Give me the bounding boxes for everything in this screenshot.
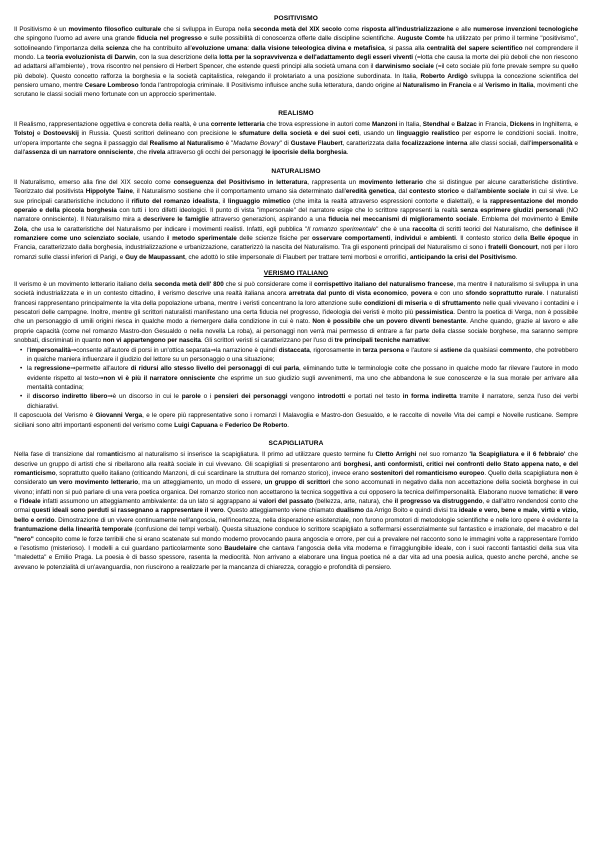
section-naturalismo [14, 167, 578, 262]
list-item: • il discorso indiretto libero⇒è un discorso in cui le parole o i pensieri dei personaggi vengono introdotti e portati nel testo in forma indiretta tramite il narratore, senza l'uso dei verbi dichiarativi. [20, 392, 578, 411]
section-title: SCAPIGLIATURA [268, 440, 324, 448]
section-title: VERISMO ITALIANO [263, 270, 329, 278]
section-body: Il Naturalismo, emerso alla fine del XIX secolo come conseguenza del Positivismo in letteratura, rappresenta un movimento letterario che si distingue per alcune caratteristiche distintive. Teorizzato dal positivista Hippolyte Taine, il Naturalismo sostiene che il comportamento umano sia determinato dall'eredità genetica, dal contesto storico e dall'ambiente sociale in cui si vive. Le sue principali caratteristiche includono il rifiuto del romanzo idealista, il linguaggio mimetico (che imita la realtà attraverso espressioni contorte e dialettali), e la rappresentazione del mondo operaio e della piccola borghesia con tutti i loro difetti ideologici. Il punto di vista "impersonale" del narratore esige che lo scrittore rappresenti la realtà senza esprimere giudizi personali (NO narratore onnisciente). Il Naturalismo mira a descrivere le famiglie attraverso generazioni, aspirando a una fiducia nei meccanismi di miglioramento sociale. Emblema del movimento è Emile Zola, che usa le caratteristiche del Naturalismo per indicare i movimenti realisti. Infatti, egli pubblica "Il romanzo sperimentale" che è una raccolta di scritti teorici del Naturalismo, che definisce il romanziere come uno scienziato sociale, usando il metodo sperimentale delle scienze fisiche per osservare comportamenti, individui e ambienti. Il contesto storico della Belle époque in Francia, caratterizzato dalla borghesia, industrializzazione e urbanizzazione, caratterizzò la nascita del Naturalismo. Tra gli esponenti principali del Naturalismo ci sono i fratelli Goncourt, noti per i loro romanzi sulle classi inferiori di Parigi, e Guy de Maupassant, che adottò lo stile impersonale di Flaubert per trattare temi morbosi e orrorifici, anticipando la crisi del Positivismo. [14, 178, 579, 261]
section-body: Nella fase di transizione dal romanticismo al naturalismo si inserisce la scapigliatura. Il primo ad utilizzare questo termine fu Cletto Arrighi nel suo romanzo 'la Scapigliatura e il 6 febbraio' che descrive un gruppo di artisti che si ribellarono alla realtà sociale in cui vivevano. Gli scapigliati si presentarono anti borghesi, anti conformisti, critici nei confronti dello Stato appena nato, e del romanticismo, soprattutto quello italiano (criticando Manzoni, di cui scardinare la struttura del romanzo storico), invece erano sostenitori del romanticismo europeo. Quello della scapigliatura non è considerato un vero movimento letterario, ma un atteggiamento, un modo di essere, un gruppo di scrittori che sono accomunati in negativo dalla non accettazione della società borghese in cui vivono; infatti non si può parlare di una vera poetica organica. Del romanzo storico non accettarono la tecnica soggettiva a cui opposero la tecnica dell'impersonalità. Elaborano nuove tematiche: il vero e l'ideale infatti assumono un atteggiamento ambivalente: da un lato si aggrappano ai valori del passato (bellezza, arte, natura), che il progresso va distruggendo, e dall'altro rendendosi conto che ormai questi ideali sono perduti si rassegnano a rappresentare il vero. Questo atteggiamento viene chiamato dualismo da Arrigo Boito e quindi divisi tra ideale e vero, bene e male, virtù e vizio, bello e orrido. Dimostrazione di un vivere continuamente nell'angoscia, nell'incertezza, nella disperazione esistenziale, non furono promotori di metodologie scientifiche e nelle loro opere è evidente la frantumazione della linearità temporale (confusione dei tempi verbali). Questa situazione conduce lo scrittore scapigliato a soffermarsi essenzialmente sul fantastico e irrazionale, del macabro e del "nero" concepito come le forze terribili che si erano scatenate sul mondo moderno provocando paura angoscia e orrore, per cui a prevalere nel racconto sono le immagini volte a rappresentare l'orrido e l'esotismo (misterioso). I modelli a cui guardano particolarmente sono Baudelaire che cantava l'angoscia della vita moderna e l'irraggiungibile ideale, con i suoi racconti fantastici della sua vita "maledetta" e Emilio Praga. La poesia è di basso spessore, rasenta la mediocrità. Non arrivano a elaborare una lingua poetica né a dar vita ad una poesia aulica, questo anche perché, anche se avevano le potenzialità di un'avanguardia, non riuscirono a realizzarle per la mancanza di chiarezza, coraggio e profondità di pensiero. [14, 451, 579, 571]
section-title: POSITIVISMO [274, 15, 318, 22]
section-positivismo [14, 14, 578, 100]
section-body: Il Positivismo è un movimento filosofico culturale che si sviluppa in Europa nella seconda metà del XIX secolo come risposta all'industrializzazione e alle numerose invenzioni tecnologiche che spingono l'uomo ad avere una grande fiducia nel progresso e sulle possibilità di conoscenza offerte dalle discipline scientifiche. Auguste Comte ha utilizzato per primo il termine "positivismo", sottolineando l'importanza della scienza che ha contribuito all'evoluzione umana: dalla visione teleologica divina e metafisica, si passa alla centralità del sapere scientifico nel comprendere il mondo. La teoria evoluzionista di Darwin, con la sua descrizione della lotta per la sopravvivenza e dell'adattamento degli esseri viventi (=lotta che causa la morte dei più deboli che non riescono ad adattarsi all'ambiente) , trova riscontro nel pensiero di Herbert Spencer, che estende questi principi alla società umana con il darwinismo sociale (=il ceto sociale più forte prevale sempre su quello più debole). Questo concetto rafforza la borghesia e la società capitalistica, relegando il proletariato a una posizione subordinata. In Italia, Roberto Ardigò sviluppa la concezione scientifica del pensiero umano, mentre Cesare Lombroso fonda l'antropologia criminale. Il Positivismo influisce anche sulla letteratura, dando origine al Naturalismo in Francia e al Verismo in Italia, movimenti che scrutano le classi sociali meno fortunate con un approccio sperimentale. [14, 25, 579, 99]
section-realismo [14, 109, 578, 157]
section-scapigliatura [14, 439, 578, 572]
section-body: Il Realismo, rappresentazione oggettiva e concreta della realtà, è una corrente letteraria che trova espressione in autori come Manzoni in Italia, Stendhal e Balzac in Francia, Dickens in Inghilterra, e Tolstoj e Dostoevskij in Russia. Questi scrittori delineano con precisione le sfumature della società e dei suoi ceti, usando un linguaggio realistico per esporre le condizioni sociali. Inoltre, un'opera importante che segna il passaggio dal Realismo al Naturalismo è "Madame Bovary" di Gustave Flaubert, caratterizzata dalla focalizzazione interna alle classi sociali, dall'impersonalità e dall'assenza di un narratore onnisciente, che rivela attraverso gli occhi dei personaggi le ipocrisie della borghesia. [14, 121, 579, 157]
list-item: • l'impersonalità⇒consente all'autore di porsi in un'ottica separata⇒la narrazione è quindi distaccata, rigorosamente in terza persona e l'autore si astiene da qualsiasi commento, che potrebbero in qualche maniera influenzare il giudizio del lettore su un personaggio o una situazione; [20, 346, 578, 365]
section-title: REALISMO [278, 110, 314, 118]
section-verismo [14, 269, 578, 430]
techniques-list [14, 346, 578, 412]
section-body: Il verismo è un movimento letterario italiano della seconda metà dell' 800 che si può considerare come il corrispettivo italiano del naturalismo francese, ma mentre il naturalismo si sviluppa in una società industrializzata e in un contesto cittadino, il verismo descrive una realtà italiana ancora arretrata dal punto di vista economico, povera e con uno sfondo soprattutto rurale. I naturalisti francesi rappresentano principalmente la vita della popolazione urbana, mentre i veristi concentrano la loro attenzione sulle condizioni di miseria e di sfruttamento nelle quali vivevano i contadini e i pescatori delle campagne. Inoltre, mentre gli scrittori naturalisti manifestano una certa fiducia nel progresso, l'ideologia dei veristi è molto più pessimistica. Dentro la poetica di Verga, non è possibile che un personaggio di umili origini riesca in qualche modo a riemergere dalla condizione in cui è nato. Non è possibile che un povero diventi benestante. Anche quando, grazie al lavoro e alle proprie capacità (come nel romanzo Mastro-don Gesualdo o nella novella La roba), ai personaggi non verrà mai permesso di entrare a far parte della classe sociale borghese, ma saranno sempre snobbati, discriminati in quanto non vi appartengono per nascita. Gli scrittori veristi si caratterizzano per l'uso di tre principali tecniche narrative: [14, 280, 579, 345]
section-body: Il caposcuola del Verismo è Giovanni Verga, e le opere più rappresentative sono i romanzi I Malavoglia e Mastro-don Gesualdo, e le raccolte di novelle Vita dei campi e Novelle rusticane. Sempre siciliani sono altri importanti esponenti del verismo come Luigi Capuana e Federico De Roberto. [14, 412, 578, 429]
list-item: • la regressione⇒permette all'autore di ridursi allo stesso livello dei personaggi di cui parla, eliminando tutte le terminologie colte che possano in qualche modo far rilevare l'autore in modo evidente rispetto al testo⇒non vi è più il narratore onnisciente che esprime un suo giudizio sugli avvenimenti, ma uno che abbandona le sue conoscenze e la sua morale per arrivare alla mentalità contadina; [20, 364, 578, 392]
section-title: NATURALISMO [271, 168, 321, 175]
